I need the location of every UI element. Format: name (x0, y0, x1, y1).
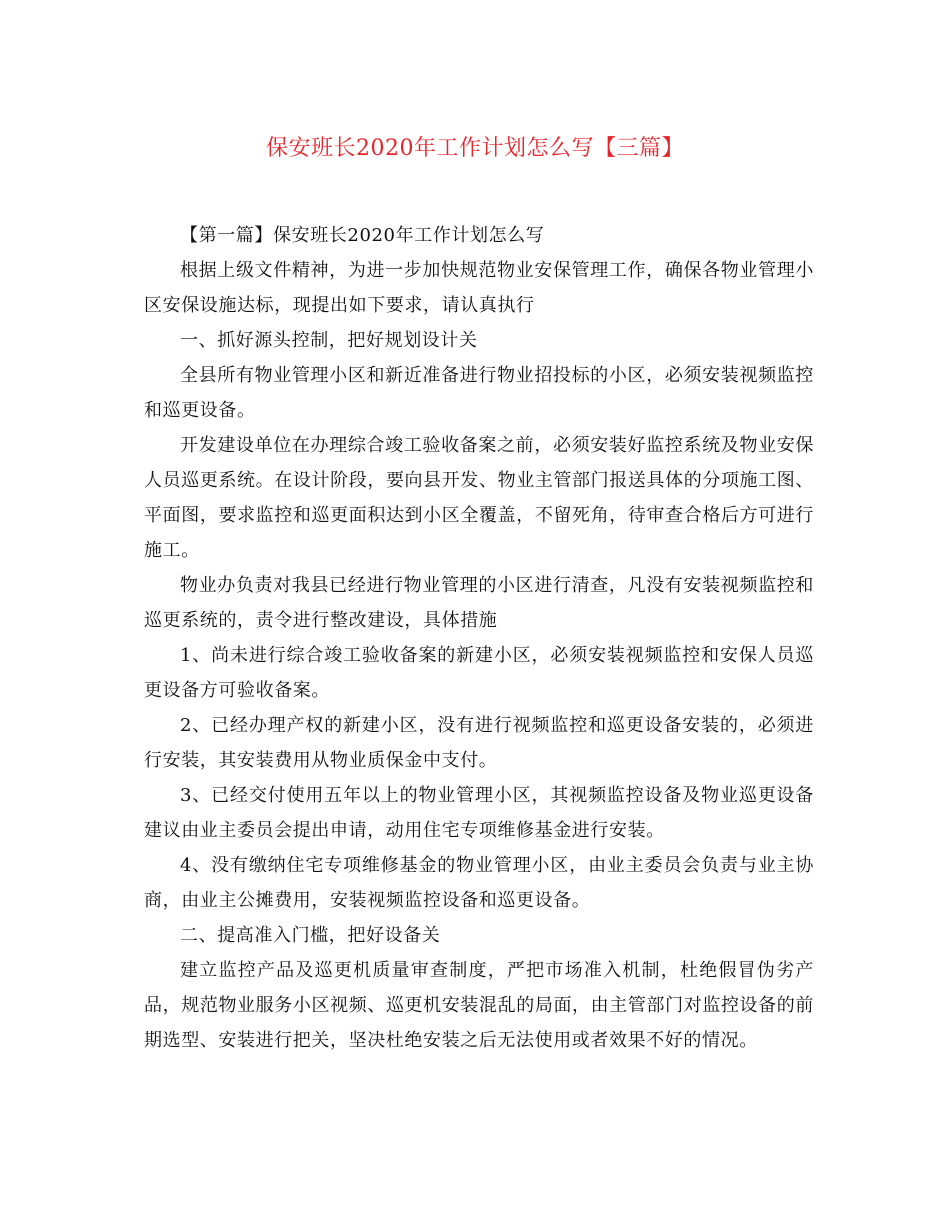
list-item: 4、没有缴纳住宅专项维修基金的物业管理小区，由业主委员会负责与业主协商，由业主公摊费用，安装视频监控设备和巡更设备。 (144, 855, 814, 911)
list-item: 1、尚未进行综合竣工验收备案的新建小区，必须安装视频监控和安保人员巡更设备方可验收备案。 (144, 645, 814, 701)
list-item: 3、已经交付使用五年以上的物业管理小区，其视频监控设备及物业巡更设备建议由业主委员会提出申请，动用住宅专项维修基金进行安装。 (144, 785, 814, 841)
list-item: 2、已经办理产权的新建小区，没有进行视频监控和巡更设备安装的，必须进行安装，其安装费用从物业质保金中支付。 (144, 715, 814, 771)
paragraph: 建立监控产品及巡更机质量审查制度，严把市场准入机制，杜绝假冒伪劣产品，规范物业服务小区视频、巡更机安装混乱的局面，由主管部门对监控设备的前期选型、安装进行把关，坚决杜绝安装之后无法使用或者效果不好的情况。 (144, 960, 814, 1051)
subsection-heading: 二、提高准入门槛，把好设备关 (180, 925, 441, 946)
document-title: 保安班长2020年工作计划怎么写【三篇】 (266, 136, 684, 161)
paragraph: 开发建设单位在办理综合竣工验收备案之前，必须安装好监控系统及物业安保人员巡更系统。在设计阶段，要向县开发、物业主管部门报送具体的分项施工图、平面图，要求监控和巡更面积达到小区全覆盖，不留死角，待审查合格后方可进行施工。 (144, 435, 814, 561)
section-heading: 【第一篇】保安班长2020年工作计划怎么写 (180, 225, 545, 246)
paragraph: 物业办负责对我县已经进行物业管理的小区进行清查，凡没有安装视频监控和巡更系统的，责令进行整改建设，具体措施 (144, 575, 814, 631)
subsection-heading: 一、抓好源头控制，把好规划设计关 (180, 330, 478, 351)
paragraph: 全县所有物业管理小区和新近准备进行物业招投标的小区，必须安装视频监控和巡更设备。 (144, 365, 814, 421)
document-body (144, 218, 814, 1058)
paragraph: 根据上级文件精神，为进一步加快规范物业安保管理工作，确保各物业管理小区安保设施达标，现提出如下要求，请认真执行 (144, 260, 814, 316)
